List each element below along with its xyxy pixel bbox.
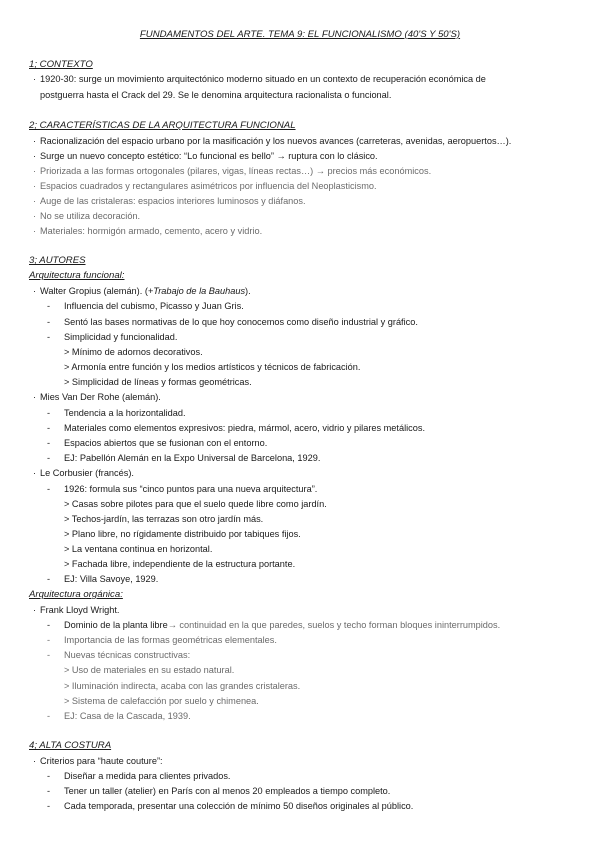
dash-bullet: - <box>47 423 51 433</box>
context-line-2: postguerra hasta el Crack del 29. Se le denomina arquitectura racionalista o funcional. <box>40 90 392 100</box>
dash-bullet: - <box>47 453 51 463</box>
dash-bullet: - <box>47 438 51 448</box>
list-item: EJ: Casa de la Cascada, 1939. <box>64 711 191 721</box>
list-item: · Priorizada a las formas ortogonales (pilares, vigas, líneas rectas…) → precios más económicos. <box>33 166 432 176</box>
page-title: FUNDAMENTOS DEL ARTE. TEMA 9: EL FUNCIONALISMO (40'S Y 50'S) <box>139 29 461 40</box>
list-item: · No se utiliza decoración. <box>33 211 141 221</box>
section-heading-autores: 3; AUTORES <box>29 255 86 266</box>
dash-bullet: - <box>47 332 51 342</box>
list-item: Sentó las bases normativas de lo que hoy conocemos como diseño industrial y gráfico. <box>64 317 418 327</box>
dash-bullet: - <box>47 635 51 645</box>
list-item: Materiales como elementos expresivos: piedra, mármol, acero, vidrio y pilares metálicos. <box>64 423 426 433</box>
list-item: Cada temporada, presentar una colección de mínimo 50 diseños originales al público. <box>64 801 414 811</box>
dash-bullet: - <box>47 317 51 327</box>
list-subitem: > La ventana continua en horizontal. <box>64 544 213 554</box>
list-subitem: > Simplicidad de líneas y formas geométricas. <box>64 377 252 387</box>
author-mies: · Mies Van Der Rohe (alemán). <box>33 392 161 402</box>
dash-bullet: - <box>47 650 51 660</box>
author-corbusier: · Le Corbusier (francés). <box>33 468 134 478</box>
list-item: · Racionalización del espacio urbano por la masificación y los nuevos avances (carreteras, avenidas, aeropuertos…). <box>33 136 512 146</box>
list-item: Tener un taller (atelier) en París con al menos 20 empleados a tiempo completo. <box>64 786 391 796</box>
author-wright: · Frank Lloyd Wright. <box>33 605 120 615</box>
subheading-funcional: Arquitectura funcional: <box>29 270 125 281</box>
list-item: EJ: Pabellón Alemán en la Expo Universal de Barcelona, 1929. <box>64 453 321 463</box>
list-subitem: > Casas sobre pilotes para que el suelo quede libre como jardín. <box>64 499 327 509</box>
dash-bullet: - <box>47 484 51 494</box>
list-item: Espacios abiertos que se fusionan con el entorno. <box>64 438 268 448</box>
list-subitem: > Fachada libre, independiente de la estructura portante. <box>64 559 296 569</box>
dash-bullet: - <box>47 408 51 418</box>
context-line-1: · 1920-30: surge un movimiento arquitectónico moderno situado en un contexto de recuperación económica de <box>33 74 486 84</box>
dash-bullet: - <box>47 786 51 796</box>
dash-bullet: - <box>47 620 51 630</box>
list-item: 1926: formula sus “cinco puntos para una nueva arquitectura”. <box>64 484 318 494</box>
list-item: · Espacios cuadrados y rectangulares asimétricos por influencia del Neoplasticismo. <box>33 181 377 191</box>
list-subitem: > Techos-jardín, las terrazas son otro jardín más. <box>64 514 264 524</box>
author-gropius: · Walter Gropius (alemán). (+Trabajo de la Bauhaus). <box>33 286 251 296</box>
list-subitem: > Iluminación indirecta, acaba con las grandes cristaleras. <box>64 681 301 691</box>
dash-bullet: - <box>47 301 51 311</box>
dash-bullet: - <box>47 711 51 721</box>
list-item: Simplicidad y funcionalidad. <box>64 332 178 342</box>
list-item: · Surge un nuevo concepto estético: “Lo funcional es bello” → ruptura con lo clásico. <box>33 151 378 161</box>
section-heading-contexto: 1; CONTEXTO <box>29 59 93 70</box>
list-item: Dominio de la planta libre→ continuidad en la que paredes, suelos y techo forman bloques ininterrumpidos. <box>64 620 501 630</box>
list-subitem: > Plano libre, no rígidamente distribuido por tabiques fijos. <box>64 529 301 539</box>
list-item: Diseñar a medida para clientes privados. <box>64 771 231 781</box>
section-heading-alta-costura: 4; ALTA COSTURA <box>29 740 112 751</box>
section-heading-caracteristicas: 2; CARACTERÍSTICAS DE LA ARQUITECTURA FUNCIONAL <box>29 120 296 131</box>
dash-bullet: - <box>47 771 51 781</box>
dash-bullet: - <box>47 574 51 584</box>
dash-bullet: - <box>47 801 51 811</box>
list-item: Nuevas técnicas constructivas: <box>64 650 191 660</box>
list-subitem: > Mínimo de adornos decorativos. <box>64 347 203 357</box>
list-subitem: > Sistema de calefacción por suelo y chimenea. <box>64 696 259 706</box>
list-subitem: > Uso de materiales en su estado natural. <box>64 665 235 675</box>
list-item: EJ: Villa Savoye, 1929. <box>64 574 159 584</box>
criteria-line: · Criterios para “haute couture”: <box>33 756 163 766</box>
list-item: Importancia de las formas geométricas elementales. <box>64 635 277 645</box>
subheading-organica: Arquitectura orgánica: <box>29 589 123 600</box>
list-item: · Auge de las cristaleras: espacios interiores luminosos y diáfanos. <box>33 196 306 206</box>
list-subitem: > Armonía entre función y los medios artísticos y técnicos de fabricación. <box>64 362 361 372</box>
list-item: · Materiales: hormigón armado, cemento, acero y vidrio. <box>33 226 263 236</box>
list-item: Influencia del cubismo, Picasso y Juan Gris. <box>64 301 244 311</box>
list-item: Tendencia a la horizontalidad. <box>64 408 186 418</box>
